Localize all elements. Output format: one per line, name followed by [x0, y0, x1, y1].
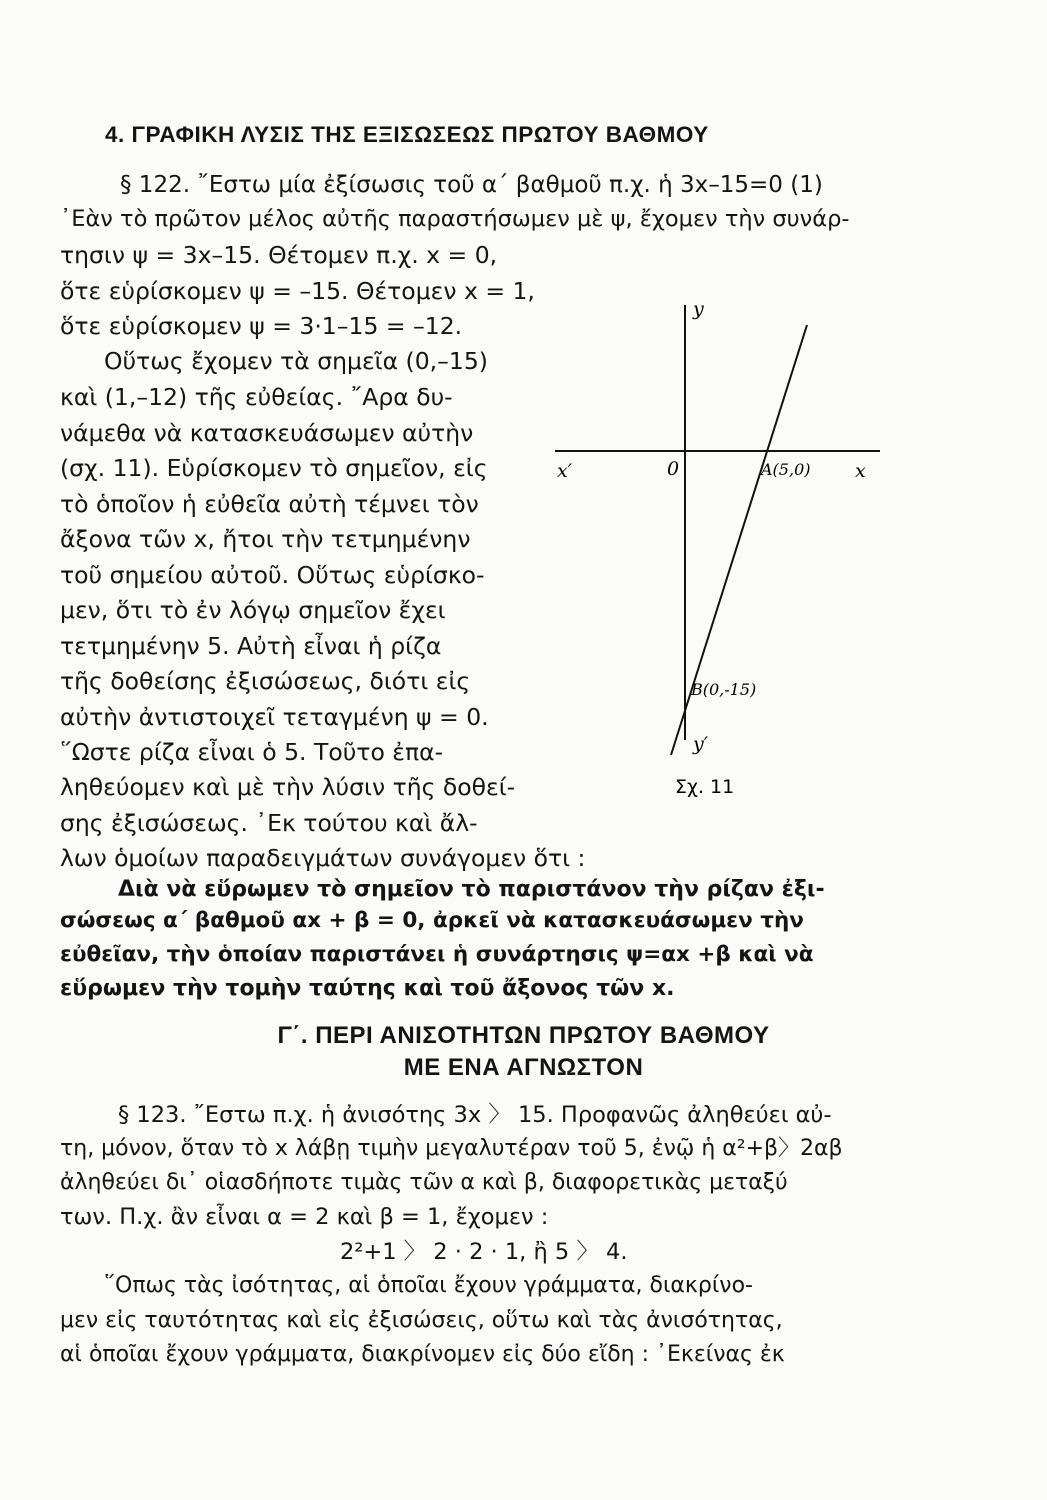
text-line: ῞Ωστε ρίζα εἶναι ὁ 5. Τοῦτο ἐπα- [60, 738, 444, 766]
label-y-prime: y′ [693, 733, 709, 755]
label-origin: 0 [667, 458, 680, 480]
label-A: A(5,0) [761, 460, 811, 479]
text-line: τη, μόνον, ὅταν τὸ x λάβῃ τιμὴν μεγαλυτέραν τοῦ 5, ἐνῷ ἡ α²+β〉2αβ [60, 1136, 843, 1161]
label-y: y [693, 298, 704, 320]
chapter-heading-line1: Γ΄. ΠΕΡΙ ΑΝΙΣΟΤΗΤΩΝ ΠΡΩΤΟΥ ΒΑΘΜΟΥ [277, 1022, 770, 1049]
label-x: x [855, 460, 866, 482]
text-line: τετμημένην 5. Αὐτὴ εἶναι ἡ ρίζα [60, 632, 442, 660]
text-line: τὸ ὁποῖον ἡ εὐθεῖα αὐτὴ τέμνει τὸν [60, 490, 479, 518]
text-line: ὅτε εὑρίσκομεν ψ = 3·1–15 = –12. [60, 312, 463, 340]
text-line: § 122. ῎Εστω μία ἐξίσωσις τοῦ α΄ βαθμοῦ π.χ. ἡ 3x–15=0 (1) [120, 172, 823, 198]
rule-line: σώσεως α΄ βαθμοῦ αx + β = 0, ἀρκεῖ νὰ κατασκευάσωμεν τὴν [60, 908, 804, 933]
label-B: B(0,-15) [691, 680, 757, 699]
label-x-prime: x′ [557, 460, 573, 482]
section-heading: 4. ΓΡΑΦΙΚΗ ΛΥΣΙΣ ΤΗΣ ΕΞΙΣΩΣΕΩΣ ΠΡΩΤΟΥ ΒΑΘΜΟΥ [105, 122, 709, 147]
rule-line: εὕρωμεν τὴν τομὴν ταύτης καὶ τοῦ ἄξονος τῶν x. [60, 976, 675, 1001]
text-line: ᾿Εὰν τὸ πρῶτον μέλος αὐτῆς παραστήσωμεν μὲ ψ, ἔχομεν τὴν συνάρ- [60, 206, 850, 232]
text-line: τῆς δοθείσης ἐξισώσεως, διότι εἰς [60, 667, 471, 695]
text-line: (σχ. 11). Εὑρίσκομεν τὸ σημεῖον, εἰς [60, 454, 488, 482]
text-line: ἄξονα τῶν x, ἤτοι τὴν τετμημένην [60, 525, 471, 553]
text-line: 2²+1 〉 2 · 2 · 1, ἢ 5 〉 4. [340, 1239, 628, 1265]
rule-line: εὐθεῖαν, τὴν ὁποίαν παριστάνει ἡ συνάρτησις ψ=αx +β καὶ νὰ [60, 942, 814, 967]
text-line: τοῦ σημείου αὐτοῦ. Οὕτως εὑρίσκο- [60, 561, 485, 589]
text-line: σης ἐξισώσεως. ᾿Εκ τούτου καὶ ἄλ- [60, 809, 478, 837]
text-line: λων ὁμοίων παραδειγμάτων συνάγομεν ὅτι : [60, 844, 586, 872]
text-line: μεν εἰς ταυτότητας καὶ εἰς ἐξισώσεις, οὕτω καὶ τὰς ἀνισότητας, [60, 1308, 783, 1333]
rule-line: Διὰ νὰ εὕρωμεν τὸ σημεῖον τὸ παριστάνον τὴν ρίζαν ἐξι- [118, 877, 825, 902]
text-line: ἀληθεύει δι᾿ οἱασδήποτε τιμὰς τῶν α καὶ β, διαφορετικὰς μεταξύ [60, 1170, 788, 1195]
text-line: αἱ ὁποῖαι ἔχουν γράμματα, διακρίνομεν εἰς δύο εἴδη : ᾿Εκείνας ἐκ [60, 1342, 785, 1367]
text-line: νάμεθα νὰ κατασκευάσωμεν αὐτὴν [60, 419, 474, 447]
text-line: ληθεύομεν καὶ μὲ τὴν λύσιν τῆς δοθεί- [60, 773, 516, 801]
figure-caption: Σχ. 11 [675, 776, 735, 798]
text-line: Οὕτως ἔχομεν τὰ σημεῖα (0,–15) [104, 347, 488, 375]
chapter-heading-line2: ΜΕ ΕΝΑ ΑΓΝΩΣΤΟΝ [403, 1054, 644, 1081]
text-line: αὐτὴν ἀντιστοιχεῖ τεταγμένη ψ = 0. [60, 703, 489, 731]
text-line: § 123. ῎Εστω π.χ. ἡ ἀνισότης 3x 〉 15. Προφανῶς ἀληθεύει αὐ- [118, 1102, 832, 1128]
text-line: τησιν ψ = 3x–15. Θέτομεν π.χ. x = 0, [60, 241, 498, 269]
text-line: καὶ (1,–12) τῆς εὐθείας. ῎Αρα δυ- [60, 383, 453, 411]
text-line: ῞Οπως τὰς ἰσότητας, αἱ ὁποῖαι ἔχουν γράμματα, διακρίνο- [104, 1273, 753, 1298]
text-line: μεν, ὅτι τὸ ἐν λόγῳ σημεῖον ἔχει [60, 596, 446, 624]
figure-11 [545, 285, 890, 805]
text-line: ὅτε εὑρίσκομεν ψ = –15. Θέτομεν x = 1, [60, 277, 535, 305]
text-line: των. Π.χ. ἂν εἶναι α = 2 καὶ β = 1, ἔχομεν : [60, 1204, 549, 1230]
